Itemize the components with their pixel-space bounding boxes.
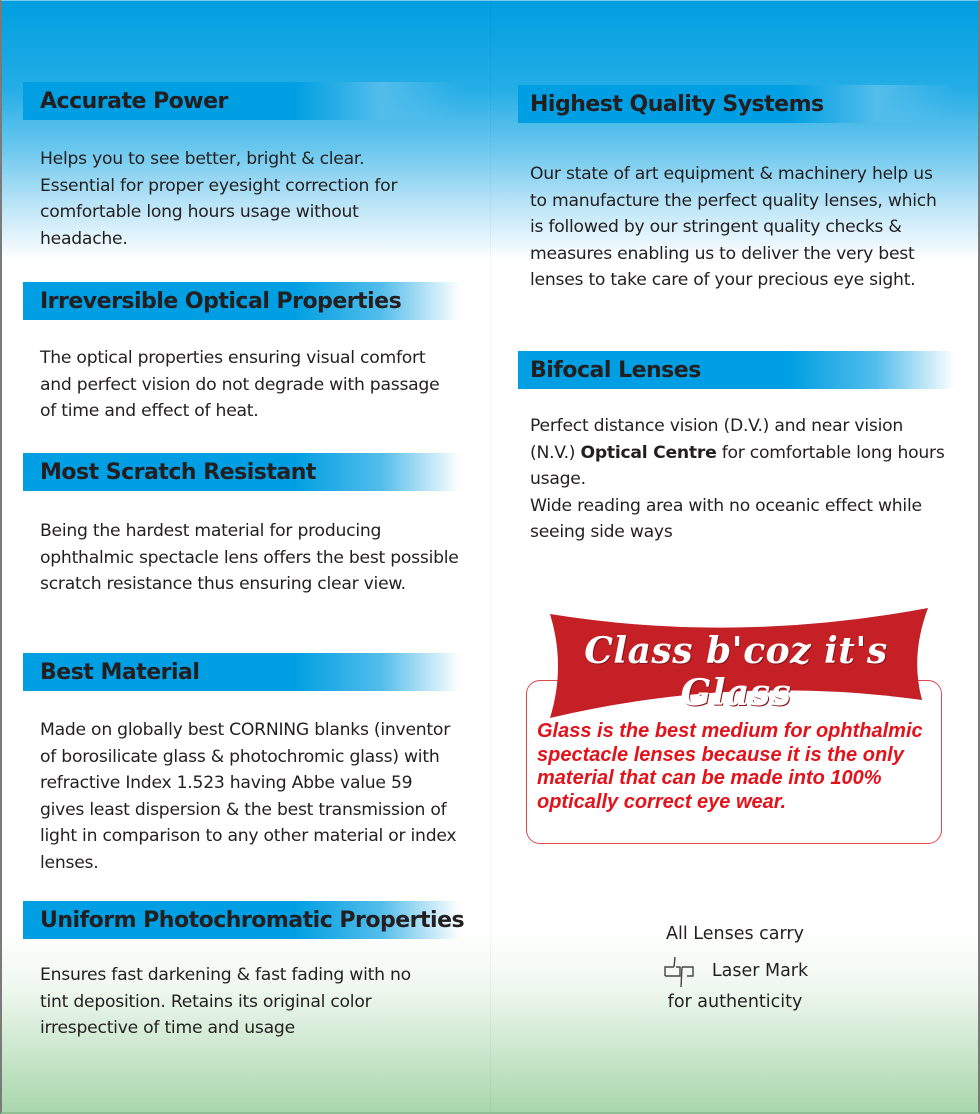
body-text-bold: Optical Centre bbox=[580, 442, 717, 463]
section-title: Uniform Photochromatic Properties bbox=[40, 908, 465, 933]
fold-line bbox=[490, 0, 491, 1114]
section-title: Best Material bbox=[40, 660, 200, 685]
section-body: Ensures fast darkening & fast fading with no tint deposition. Retains its original color irrespective of time and usage bbox=[40, 965, 411, 1038]
badge-title: Class b'coz it's Glass bbox=[584, 630, 888, 714]
section-body: Helps you to see better, bright & clear. Essential for proper eyesight correction for comfortable long hours usage without headache. bbox=[40, 149, 398, 249]
section-header-bar bbox=[23, 282, 460, 320]
section-header-bar bbox=[23, 901, 465, 939]
section-body: Our state of art equipment & machinery help us to manufacture the perfect quality lenses, which is followed by our stringent quality checks & measures enabling us to deliver the very best lenses to take care of your precious eye sight. bbox=[530, 164, 937, 290]
section-header-bar bbox=[518, 85, 955, 123]
section-body bbox=[530, 413, 950, 546]
laser-line-1: All Lenses carry bbox=[666, 924, 804, 944]
laser-mark-logo-icon bbox=[662, 954, 702, 988]
section-body: The optical properties ensuring visual comfort and perfect vision do not degrade with passage of time and effect of heat. bbox=[40, 348, 440, 421]
section-header-bar bbox=[23, 653, 460, 691]
laser-mark-label: Laser Mark bbox=[711, 961, 809, 981]
laser-line-3: for authenticity bbox=[667, 992, 803, 1012]
section-body: Being the hardest material for producing ophthalmic spectacle lens offers the best possible scratch resistance thus ensuring clear view. bbox=[40, 521, 459, 594]
body-text-part: for comfortable long hours usage. bbox=[530, 442, 945, 489]
laser-line-2 bbox=[630, 954, 840, 988]
glass-badge bbox=[526, 608, 946, 848]
body-text-line: Wide reading area with no oceanic effect while seeing side ways bbox=[530, 495, 922, 542]
body-text-part: Perfect distance vision (D.V.) and near vision (N.V.) bbox=[530, 416, 904, 463]
section-header-bar bbox=[23, 82, 460, 120]
section-header-bar bbox=[23, 453, 460, 491]
badge-text: Glass is the best medium for ophthalmic spectacle lenses because it is the only material that can be made into 100% optically correct eye wear. bbox=[537, 720, 923, 813]
section-body: Made on globally best CORNING blanks (inventor of borosilicate glass & photochromic glass) with refractive Index 1.523 having Abbe value 59 gives least dispersion & the best transmission of light in comparison to any other material or index lenses. bbox=[40, 720, 457, 873]
laser-mark-note bbox=[630, 920, 840, 1022]
section-header-bar bbox=[518, 351, 955, 389]
section-title: Most Scratch Resistant bbox=[40, 460, 316, 485]
section-title: Bifocal Lenses bbox=[530, 358, 701, 383]
section-title: Irreversible Optical Properties bbox=[40, 289, 402, 314]
section-title: Accurate Power bbox=[40, 89, 228, 114]
section-title: Highest Quality Systems bbox=[530, 92, 824, 117]
